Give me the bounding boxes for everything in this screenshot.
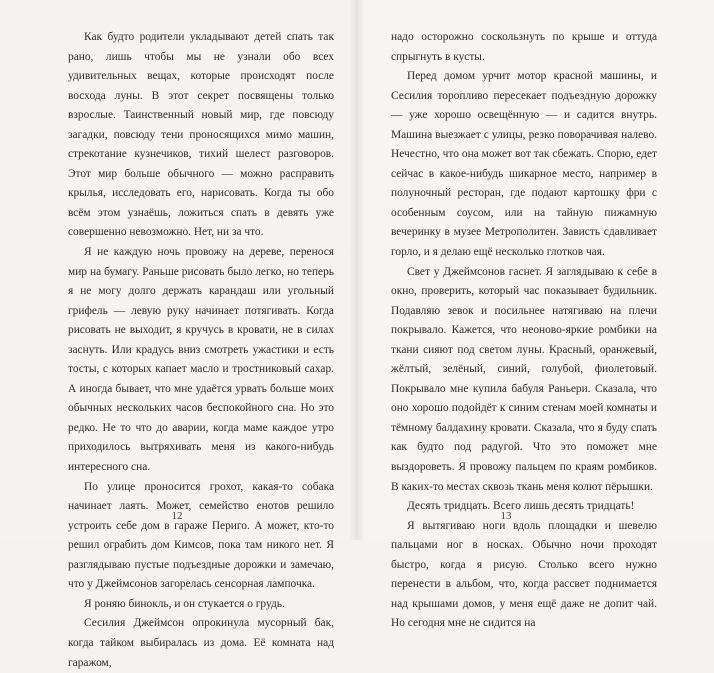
paragraph: надо осторожно соскользнуть по крыше и оттуда спрыгнуть в кусты.	[391, 31, 657, 63]
paragraph: Сесилия Джеймсон опрокинула мусорный бак, когда тайком выбиралась из дома. Её комната над гаражом,	[68, 617, 334, 669]
page-number: 13	[500, 510, 512, 522]
paragraph: Я не каждую ночь провожу на дереве, перенося мир на бумагу. Раньше рисовать было легко, но теперь я не могу долго держать карандаш или угольный грифель — левую руку начинает потягивать. Когда рисовать не выходит, я кручусь в кровати, не в силах заснуть. Или крадусь вниз смотреть ужастики и есть тосты, с которых капает масло и тростниковый сахар. А иногда бывает, что мне удаётся урвать больше моих обычных нескольких часов беспокойного сна. Но это редко. Не то что до аварии, когда маме каждое утро приходилось вытряхивать меня из какого-нибудь интересного сна.	[68, 246, 334, 474]
left-page-text	[68, 28, 334, 673]
right-page	[357, 0, 714, 630]
left-page	[0, 0, 357, 669]
paragraph: Свет у Джеймсонов гаснет. Я заглядываю к себе в окно, проверить, который час показывает будильник. Подавляю зевок и посильнее натягиваю на плечи покрывало. Кажется, что неоново-яркие ромбики на ткани сияют под светом луны. Красный, оранжевый, жёлтый, зелёный, синий, голубой, фиолетовый. Покрывало мне купила бабуля Раньери. Сказала, что оно хорошо подойдёт к синим стенам моей комнаты и тёмному балдахину кровати. Сказала, что я буду спать как будто под радугой. Что это поможет мне выздороветь. Я провожу пальцем по краям ромбиков. В каких-то местах сквозь ткань меня колют пёрышки.	[391, 265, 657, 493]
right-page-text	[391, 28, 657, 634]
paragraph: Я роняю бинокль, и он стукается о грудь.	[84, 597, 285, 610]
paragraph: По улице проносится грохот, какая-то собака начинает лаять. Может, семейство енотов решило устроить себе дом в гараже Периго. А может, кто-то решил ограбить дом Кимсов, пока там никого нет. Я разглядываю пустые подъездные дорожки и замечаю, что у Джеймсонов загорелась сенсорная лампочка.	[68, 480, 334, 591]
paragraph: Как будто родители укладывают детей спать так рано, лишь чтобы мы не узнали обо всех удивительных вещах, которые происходят после восхода луны. В этот секрет посвящены только взрослые. Таинственный новый мир, где повсюду загадки, повсюду тени проносящихся мимо машин, стрекотание кузнечиков, тихий шелест разговоров. Этот мир больше обычного — можно расправить крылья, исследовать его, нарисовать. Когда ты обо всём этом узнаёшь, ложиться спать в девять уже совершенно невозможно. Нет, ни за что.	[68, 31, 334, 239]
paragraph: Десять тридцать. Всего лишь десять тридцать!	[407, 500, 635, 513]
book-gutter	[349, 0, 365, 540]
paragraph: Перед домом урчит мотор красной машины, и Сесилия торопливо пересекает подъездную дорожку — уже хорошо освещённую — и садится внутрь. Машина выезжает с улицы, резко поворачивая налево. Нечестно, что она может вот так сбежать. Спорю, едет сейчас в какое-нибудь шикарное место, например в полуночный ресторан, где подают картошку фри с особенным соусом, или на тайную пижамную вечеринку в музее Метрополитен. Зависть сдавливает горло, и я делаю ещё несколько глотков чая.	[391, 70, 657, 259]
paragraph: Я вытягиваю ноги вдоль площадки и шевелю пальцами ног в носках. Обычно ночи проходят быстро, когда я рисую. Столько всего нужно перенести в альбом, что, когда рассвет поднимается над крышами домов, у меня ещё даже не допит чай. Но сегодня мне не сидится на	[391, 519, 657, 630]
page-number: 12	[171, 510, 183, 522]
